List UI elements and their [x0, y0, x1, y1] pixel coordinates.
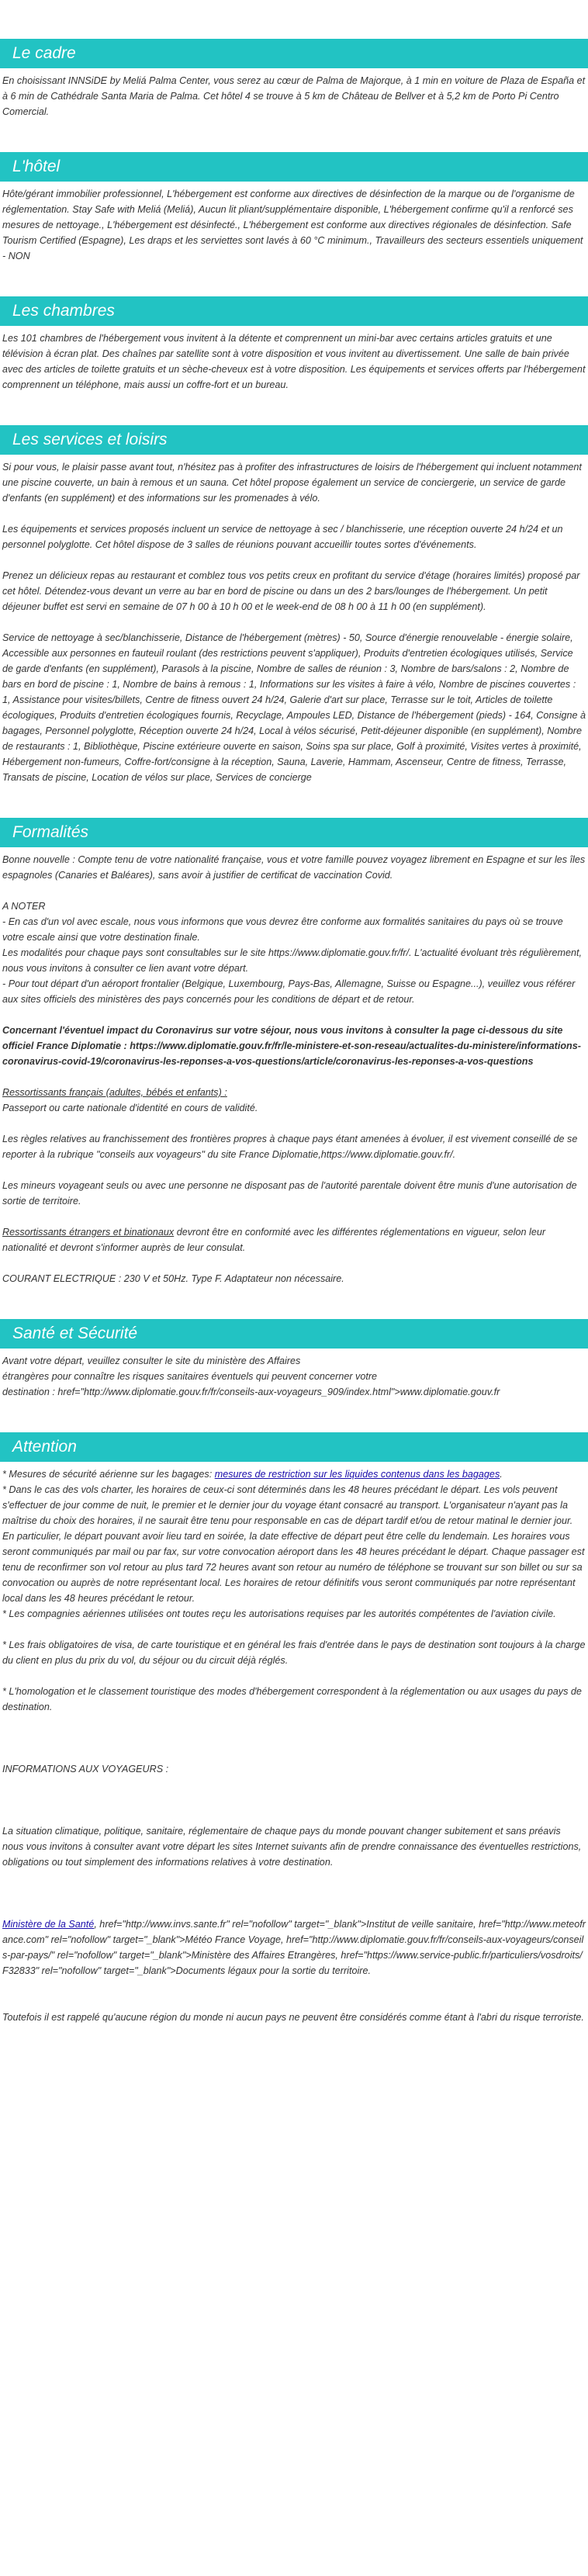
formalites-intro: Bonne nouvelle : Compte tenu de votre nationalité française, vous et votre famille pouvez voyagez librement en Espagne et sur les îles espagnoles (Canaries et Baléares), sans avoir à justifier de certificat de vaccination Covid. [2, 854, 586, 881]
services-paragraph: Les équipements et services proposés incluent un service de nettoyage à sec / blanchisserie, une réception ouverte 24 h/24 et un personnel polyglotte. Cet hôtel dispose de 3 salles de réunions pouvant accueillir toutes sortes d'événements. [2, 524, 563, 550]
section-body-services [0, 458, 588, 785]
note-item: - Pour tout départ d'un aéroport frontalier (Belgique, Luxembourg, Pays-Bas, Allemagne, Suisse ou Espagne...), veuillez vous référer aux sites officiels des ministères des pays concernés pour les conditions de départ et de retour. [2, 978, 576, 1005]
section-body-sante [0, 1352, 588, 1400]
section-body-hotel [0, 185, 588, 264]
minors-text: Les mineurs voyageant seuls ou avec une personne ne disposant pas de l'autorité parentale doivent être munis d'une autorisation de sortie de territoire. [2, 1180, 577, 1207]
section-title-hotel: L'hôtel [0, 152, 588, 182]
section-title-chambres: Les chambres [0, 296, 588, 326]
sante-line: Avant votre départ, veuillez consulter le site du ministère des Affaires [2, 1356, 301, 1366]
services-paragraph: Si pour vous, le plaisir passe avant tout, n'hésitez pas à profiter des infrastructures de loisirs de l'hébergement qui incluent notamment une piscine couverte, un bain à remous et un sauna. Cet hôtel propose également un service de conciergerie, un service de garde d'enfants (en supplément) et des informations sur les promenades à vélo. [2, 462, 582, 504]
useful-links-rest: , href="http://www.invs.sante.fr" rel="nofollow" target="_blank">Institut de veille sanitaire, href="http://www.meteofrance.com" rel="nofollow" target="_blank">Météo France Voyage, href="http://www.diplomatie.gouv.fr/fr/conseils-aux-voyageurs/conseils-par-pays/" rel="nofollow" target="_blank">Ministère des Affaires Etrangères, href="https://www.service-public.fr/particuliers/vosdroits/F32833" rel="nofollow" target="_blank">Documents légaux pour la sortie du territoire. [2, 1919, 586, 1976]
baggage-security-text [2, 1466, 586, 1482]
cadre-text: En choisissant INNSiDE by Meliá Palma Center, vous serez au cœur de Palma de Majorque, à 1 min en voiture de Plaza de España et à 6 min de Cathédrale Santa Maria de Palma. Cet hôtel 4 se trouve à 5 km de Château de Bellver et à 5,2 km de Porto Pi Centro Comercial. [2, 75, 586, 117]
note-item: Les modalités pour chaque pays sont consultables sur le site https://www.diplomatie.gouv.fr/fr/. L'actualité évoluant très régulièrement, nous vous invitons à consulter ce lien avant votre départ. [2, 947, 582, 974]
ressortissants-francais-label: Ressortissants français (adultes, bébés et enfants) : [2, 1087, 227, 1098]
hotel-text: Hôte/gérant immobilier professionnel, L'hébergement est conforme aux directives de désinfection de la marque ou de l'organisme de réglementation. Stay Safe with Meliá (Meliá), Aucun lit pliant/supplémentaire disponible, L'hébergement confirme qu'il a renforcé ses mesures de nettoyage., L'hébergement est désinfecté., L'hébergement est conforme aux directives régionales de désinfection. Safe Tourism Certified (Espagne), Les draps et les serviettes sont lavés à 60 °C minimum., Travailleurs des secteurs essentiels uniquement - NON [2, 189, 583, 261]
foreign-nationals-label: Ressortissants étrangers et binationaux [2, 1227, 175, 1238]
situation-text: nous vous invitons à consulter avant votre départ les sites Internet suivants afin de prendre connaissance des éventuelles restrictions, obligations ou tout simplement des informations relatives à votre destination. [2, 1841, 582, 1868]
foreign-nationals-detail: devront être en conformité avec les différentes réglementations en vigueur, selon leur nationalité et devront s'informer auprès de leur consulat. [2, 1227, 546, 1253]
services-paragraph: Prenez un délicieux repas au restaurant et comblez tous vos petits creux en profitant du service d'étage (horaires limités) proposé par cet hôtel. Détendez-vous devant un verre au bar en bord de piscine ou dans un des 2 bars/lounges de l'hébergement. Un petit déjeuner buffet est servi en semaine de 07 h 00 à 10 h 00 et le week-end de 08 h 00 à 11 h 00 (en supplément). [2, 570, 580, 612]
border-rules-text: Les règles relatives au franchissement des frontières propres à chaque pays étant amenées à évoluer, il est vivement conseillé de se reporter à la rubrique "conseils aux voyageurs" du site France Diplomatie,https://www.diplomatie.gouv.fr/. [2, 1134, 578, 1160]
services-amenities-list: Service de nettoyage à sec/blanchisserie, Distance de l'hébergement (mètres) - 50, Source d'énergie renouvelable - énergie solaire, Accessible aux personnes en fauteuil roulant (des restrictions peuvent s'appliquer), Produits d'entretien écologiques utilisés, Service de garde d'enfants (en supplément), Parasols à la piscine, Nombre de salles de réunion : 3, Nombre de bars/salons : 2, Nombre de bars en bord de piscine : 1, Nombre de bains à remous : 1, Informations sur les visites à faire à vélo, Nombre de piscines couvertes : 1, Assistance pour visites/billets, Centre de fitness ouvert 24 h/24, Galerie d'art sur place, Terrasse sur le toit, Articles de toilette écologiques, Produits d'entretien écologiques fournis, Recyclage, Ampoules LED, Distance de l'hébergement (pieds) - 164, Consigne à bagages, Personnel polyglotte, Réception ouverte 24 h/24, Local à vélos sécurisé, Petit-déjeuner disponible (en supplément), Nombre de restaurants : 1, Bibliothèque, Piscine extérieure ouverte en saison, Soins spa sur place, Golf à proximité, Visites vertes à proximité, Hébergement non-fumeurs, Coffre-fort/consigne à la réception, Sauna, Laverie, Hammam, Ascenseur, Centre de fitness, Terrasse, Transats de piscine, Location de vélos sur place, Services de concierge [2, 632, 586, 783]
homologation-text: * L'homologation et le classement touristique des modes d'hébergement correspondent à la réglementation ou aux usages du pays de destination. [2, 1686, 582, 1712]
baggage-security-prefix: * Mesures de sécurité aérienne sur les bagages: [2, 1469, 215, 1480]
chambres-text: Les 101 chambres de l'hébergement vous invitent à la détente et comprennent un mini-bar avec certains articles gratuits et une télévision à écran plat. Des chaînes par satellite sont à votre disposition et vous invitent au divertissement. Une salle de bain privée avec des articles de toilette gratuits et un sèche-cheveux est à votre disposition. Les équipements et services offerts par l'hébergement comprennent un téléphone, mais aussi un coffre-fort et un bureau. [2, 333, 586, 390]
section-title-formalites: Formalités [0, 818, 588, 847]
liquids-restriction-link[interactable]: mesures de restriction sur les liquides contenus dans les bagages [214, 1469, 500, 1480]
terrorism-notice: Toutefois il est rappelé qu'aucune région du monde ni aucun pays ne peuvent être considérés comme étant à l'abri du risque terroriste. [2, 2012, 584, 2023]
charter-schedule-text: * Dans le cas des vols charter, les horaires de ceux-ci sont déterminés dans les 48 heures précédant le départ. Les vols peuvent s'effectuer de jour comme de nuit, le premier et le dernier jour du voyage étant consacré au transport. L'organisateur n'ayant pas la maîtrise du choix des horaires, il ne saurait être tenu pour responsable en cas de départ tardif et/ou de retour matinal le dernier jour. En particulier, le départ pouvant avoir lieu tard en soirée, la date effective de départ peut être celle du lendemain. Les horaires vous seront communiqués par mail ou par fax, sur votre convocation aéroport dans les 48 heures précédant le départ. Chaque passager est tenu de reconfirmer son vol retour au plus tard 72 heures avant son retour au numéro de téléphone se trouvant sur son billet ou sur sa convocation ou auprès de notre représentant local. Les horaires de retour définitifs vous seront communiqués par notre représentant local dans les 48 heures précédant le retour. [2, 1484, 585, 1604]
section-title-services: Les services et loisirs [0, 425, 588, 455]
airlines-text: * Les compagnies aériennes utilisées ont toutes reçu les autorisations requises par les autorités compétentes de l'aviation civile. [2, 1608, 556, 1619]
covid-notice: Concernant l'éventuel impact du Coronavirus sur votre séjour, nous vous invitons à consulter la page ci-dessous du site officiel France Diplomatie : https://www.diplomatie.gouv.fr/fr/le-ministere-et-son-reseau/actualites-du-ministere/informations-coronavirus-covid-19/coronavirus-les-reponses-a-vos-questions/article/coronavirus-les-reponses-a-vos-questions [2, 1025, 581, 1067]
ministere-sante-link[interactable]: Ministère de la Santé [2, 1919, 95, 1930]
section-body-cadre [0, 71, 588, 119]
ressortissants-francais-text: Passeport ou carte nationale d'identité en cours de validité. [2, 1103, 258, 1113]
traveler-info-title: INFORMATIONS AUX VOYAGEURS : [2, 1764, 169, 1774]
foreign-nationals-text [2, 1224, 586, 1255]
note-item: - En cas d'un vol avec escale, nous vous informons que vous devrez être conforme aux formalités sanitaires du pays où se trouve votre escale ainsi que votre destination finale. [2, 916, 563, 943]
situation-text: La situation climatique, politique, sanitaire, réglementaire de chaque pays du monde pouvant changer subitement et sans préavis [2, 1826, 561, 1837]
section-body-chambres [0, 329, 588, 393]
sante-line: étrangères pour connaître les risques sanitaires éventuels qui peuvent concerner votre [2, 1371, 378, 1382]
baggage-security-suffix: . [500, 1469, 503, 1480]
note-title: A NOTER [2, 901, 46, 912]
section-title-sante: Santé et Sécurité [0, 1319, 588, 1349]
useful-links-text [2, 1916, 586, 1979]
sante-line: destination : href="http://www.diplomatie.gouv.fr/fr/conseils-aux-voyageurs_909/index.html">www.diplomatie.gouv.fr [2, 1387, 500, 1397]
section-body-formalites [0, 850, 588, 1286]
section-title-cadre: Le cadre [0, 39, 588, 68]
electric-current-text: COURANT ELECTRIQUE : 230 V et 50Hz. Type F. Adaptateur non nécessaire. [2, 1273, 344, 1284]
section-title-attention: Attention [0, 1432, 588, 1462]
visa-fees-text: * Les frais obligatoires de visa, de carte touristique et en général les frais d'entrée dans le pays de destination sont toujours à la charge du client en plus du prix du vol, du séjour ou du circuit déjà réglés. [2, 1639, 586, 1666]
section-body-attention [0, 1465, 588, 2025]
